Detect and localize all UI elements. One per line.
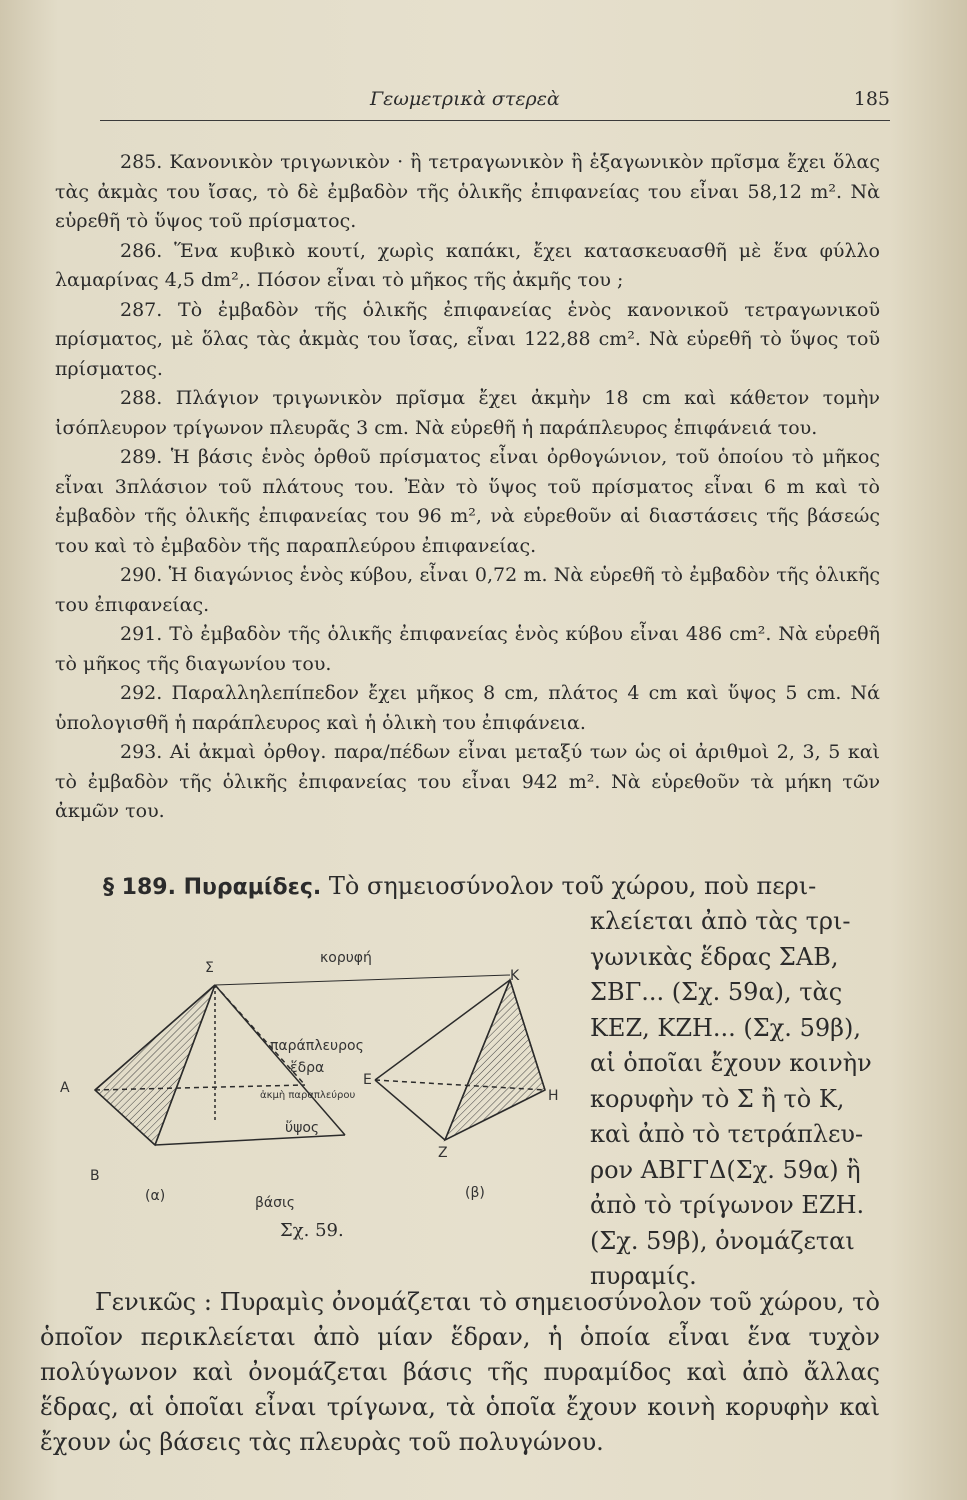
label-z: Ζ [438,1145,448,1161]
label-a: Α [60,1080,70,1096]
side-line: ἀπὸ τὸ τρίγωνον ΕΖΗ. [590,1191,865,1219]
section-side-text [590,904,880,1295]
exercise-288: 288. Πλάγιον τριγωνικὸν πρῖσμα ἔχει ἀκμὴν 18 cm καὶ κάθετον τομὴν ἰσόπλευρον τρίγωνον πλευρᾶς 3 cm. Νὰ εὑρεθῆ ἡ παράπλευρος ἐπιφάνειά του. [55,387,880,439]
label-sigma: Σ [205,960,214,976]
section-number: § 189. [103,875,176,900]
side-line: γωνικὰς ἕδρας ΣΑΒ, [590,942,839,971]
side-line: (Σχ. 59β), ὀνομάζεται [590,1226,855,1255]
side-line: ΚΕΖ, ΚΖΗ... (Σχ. 59β), [590,1013,861,1042]
base-ez [375,1080,445,1140]
label-fig-b: (β) [465,1185,485,1201]
side-line: κορυφὴν τὸ Σ ἢ τὸ Κ, [590,1084,845,1113]
label-h: Η [548,1088,559,1104]
page-number: 185 [853,88,890,110]
label-b: Β [90,1168,100,1184]
figure-caption: Σχ. 59. [280,1220,344,1241]
base-bg [155,1135,345,1145]
side-line: πυραμίς. [590,1262,697,1290]
general-definition [40,1285,880,1460]
pyramid-b [375,980,545,1140]
running-title: Γεωμετρικὰ στερεὰ [370,88,560,110]
label-face: ἕδρα [290,1060,325,1076]
exercise-291: 291. Τὸ ἐμβαδὸν τῆς ὁλικῆς ἐπιφανείας ἑνὸς κύβου εἶναι 486 cm². Νὰ εὑρεθῆ τὸ μῆκος τῆς διαγωνίου του. [55,623,880,675]
side-line: κλείεται ἀπὸ τὰς τρι- [590,907,851,935]
general-paragraph: Γενικῶς : Πυραμὶς ὀνομάζεται τὸ σημειοσύνολον τοῦ χώρου, τὸ ὁποῖον περικλείεται ἀπὸ μίαν ἕδραν, ἡ ὁποία εἶναι ἕνα τυχὸν πολύγωνον καὶ ὀνομάζεται βάσις τῆς πυραμίδος καὶ ἀπὸ ἄλλας ἕδρας, αἱ ὁποῖαι εἶναι τρίγωνα, τὰ ὁποῖα ἔχουν κοινὴ κορυφὴν καὶ ἔχουν ὡς βάσεις τὰς πλευρὰς τοῦ πολυγώνου. [40,1288,880,1456]
section-title: Πυραμίδες. [183,875,322,900]
exercise-287: 287. Τὸ ἐμβαδὸν τῆς ὁλικῆς ἐπιφανείας ἑνὸς κανονικοῦ τετραγωνικοῦ πρίσματος, μὲ ὅλας τὰς ἀκμὰς του ἴσας, εἶναι 122,88 cm². Νὰ εὑρεθῆ τὸ ὕψος τοῦ πρίσματος. [55,298,880,380]
figure-59 [55,940,575,1250]
lateral-face-hatched [95,985,215,1145]
label-k: K [510,968,520,984]
page-header [100,88,890,118]
section-189 [55,868,880,906]
exercise-289: 289. Ἡ βάσις ἑνὸς ὀρθοῦ πρίσματος εἶναι ὀρθογώνιον, τοῦ ὁποίου τὸ μῆκος εἶναι 3πλάσιον τοῦ πλάτους του. Ἐὰν τὸ ὕψος τοῦ πρίσματος εἶναι 6 m καὶ τὸ ἐμβαδὸν τῆς ὁλικῆς ἐπιφανείας του 96 m², νὰ εὑρεθοῦν αἱ διαστάσεις τῆς βάσεώς του καὶ τὸ ἐμβαδὸν τῆς παραπλεύρου ἐπιφανείας. [55,446,880,557]
side-line: αἱ ὁποῖαι ἔχουν κοινὴν [590,1049,872,1077]
apex-connector [215,975,510,985]
exercise-290: 290. Ἡ διαγώνιος ἑνὸς κύβου, εἶναι 0,72 m. Νὰ εὑρεθῆ τὸ ἐμβαδὸν τῆς ὁλικῆς του ἐπιφανείας. [55,564,880,616]
side-line: ΣΒΓ... (Σχ. 59α), τὰς [590,978,843,1006]
label-lateral: παράπλευρος [270,1038,364,1054]
exercise-list [55,148,880,827]
section-lead-text: Τὸ σημειοσύνολον τοῦ χώρου, ποὺ περι- [328,872,817,900]
side-line: καὶ ἀπὸ τὸ τετράπλευ- [590,1120,864,1148]
label-edge: ἀκμὴ παραπλεύρου [260,1090,356,1101]
lateral-face-b-hatched [445,980,545,1140]
label-height: ὕψος [285,1120,320,1136]
exercise-285: 285. Κανονικὸν τριγωνικὸν · ἢ τετραγωνικὸν ἢ ἑξαγωνικὸν πρῖσμα ἔχει ὅλας τὰς ἀκμὰς του ἴσας, τὸ δὲ ἐμβαδὸν τῆς ὁλικῆς ἐπιφανείας του εἶναι 58,12 m². Νὰ εὑρεθῆ τὸ ὕψος τοῦ πρίσματος. [55,151,880,232]
exercise-292: 292. Παραλληλεπίπεδον ἔχει μῆκος 8 cm, πλάτος 4 cm καὶ ὕψος 5 cm. Νά ὑπολογισθῆ ἡ παράπλευρος καὶ ἡ ὁλικὴ του ἐπιφάνεια. [55,682,880,734]
label-top: κορυφή [320,950,372,966]
label-e: Ε [363,1072,372,1088]
side-line: ρον ΑΒΓΓΔ(Σχ. 59α) ἢ [590,1155,861,1184]
label-fig-a: (α) [145,1188,166,1204]
section-heading [103,868,880,906]
exercise-293: 293. Αἱ ἀκμαὶ ὀρθογ. παρα/πέδων εἶναι μεταξύ των ὡς οἱ ἀριθμοὶ 2, 3, 5 καὶ τὸ ἐμβαδὸν τῆς ὁλικῆς ἐπιφανείας του εἶναι 942 m². Νὰ εὑρεθοῦν τὰ μήκη τῶν ἀκμῶν του. [55,741,880,822]
header-rule [100,120,890,121]
label-base: βάσις [255,1195,295,1211]
exercise-286: 286. Ἕνα κυβικὸ κουτί, χωρὶς καπάκι, ἔχει κατασκευασθῆ μὲ ἕνα φύλλο λαμαρίνας 4,5 dm²,. Πόσον εἶναι τὸ μῆκος τῆς ἀκμῆς του ; [55,239,880,291]
